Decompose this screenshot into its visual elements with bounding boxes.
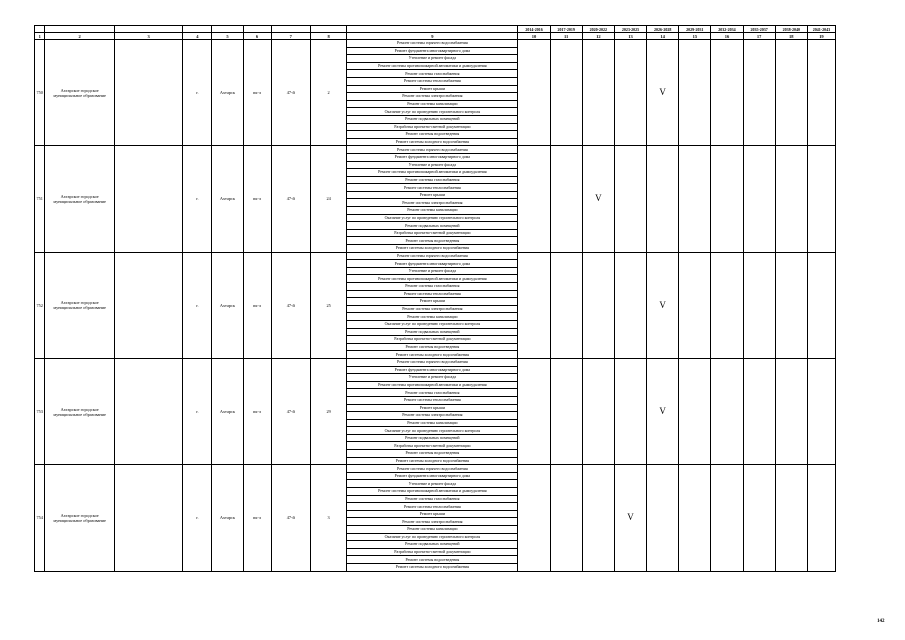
period-cell (550, 40, 582, 146)
locality-type-cell: г. (183, 146, 212, 252)
work-name: Утепление и ремонт фасада (347, 161, 518, 169)
work-name: Ремонт системы газоснабжения (347, 389, 518, 397)
house-cell: 47-й (271, 465, 310, 571)
column-number: 14 (647, 33, 679, 40)
work-name: Ремонт системы электроснабжения (347, 199, 518, 207)
period-cell (775, 465, 807, 571)
period-cell (711, 252, 743, 358)
street-cell: пк-л (243, 146, 271, 252)
locality-cell: Ахтарск (212, 252, 243, 358)
empty-cell (114, 252, 182, 358)
street-cell: пк-л (243, 465, 271, 571)
period-cell (550, 465, 582, 571)
work-name: Разработка проектно-сметной документации (347, 123, 518, 131)
work-name: Ремонт фундамента многоквартирного дома (347, 366, 518, 374)
period-cell (775, 358, 807, 464)
work-name: Ремонт системы противопожарной автоматики и дымоудаления (347, 381, 518, 389)
period-cell (743, 465, 775, 571)
locality-type-cell: г. (183, 252, 212, 358)
locality-cell: Ахтарск (212, 146, 243, 252)
work-name: Ремонт крыши (347, 85, 518, 93)
building-cell: 25 (310, 252, 346, 358)
period-cell (518, 465, 550, 571)
work-name: Ремонт системы электроснабжения (347, 305, 518, 313)
column-number: 9 (347, 33, 518, 40)
work-name: Утепление и ремонт фасада (347, 267, 518, 275)
period-cell (711, 146, 743, 252)
work-name: Ремонт системы противопожарной автоматики и дымоудаления (347, 62, 518, 70)
header-blank-cell (271, 26, 310, 33)
locality-type-cell: г. (183, 465, 212, 571)
period-cell (518, 252, 550, 358)
column-number: 6 (243, 33, 271, 40)
work-name: Оказание услуг по проведению строительного контроля (347, 427, 518, 435)
period-mark: V (647, 40, 679, 146)
period-cell (807, 358, 835, 464)
period-cell (518, 358, 550, 464)
period-cell (679, 146, 711, 252)
column-number: 1 (35, 33, 45, 40)
building-cell: 3 (310, 465, 346, 571)
column-number: 15 (679, 33, 711, 40)
header-blank-cell (212, 26, 243, 33)
period-mark: V (582, 146, 614, 252)
period-header: 2035-2037 (743, 26, 775, 33)
period-cell (743, 40, 775, 146)
column-number: 2 (45, 33, 115, 40)
capital-repair-register-table (34, 25, 836, 572)
work-name: Оказание услуг по проведению строительного контроля (347, 533, 518, 541)
period-mark: V (647, 358, 679, 464)
building-cell: 29 (310, 358, 346, 464)
column-number: 7 (271, 33, 310, 40)
work-name: Ремонт подвальных помещений (347, 541, 518, 549)
work-name: Ремонт системы горячего водоснабжения (347, 146, 518, 154)
period-cell (711, 465, 743, 571)
period-header: 2041-2043 (807, 26, 835, 33)
building-cell: 2 (310, 40, 346, 146)
empty-cell (114, 465, 182, 571)
period-header: 2017-2019 (550, 26, 582, 33)
period-cell (614, 146, 646, 252)
column-number: 3 (114, 33, 182, 40)
work-name: Разработка проектно-сметной документации (347, 336, 518, 344)
work-name: Ремонт системы горячего водоснабжения (347, 252, 518, 260)
period-cell (807, 252, 835, 358)
municipality-cell: Ахтарское городское муниципальное образование (45, 40, 115, 146)
column-number: 19 (807, 33, 835, 40)
work-name: Ремонт системы водоотведения (347, 556, 518, 564)
column-number: 18 (775, 33, 807, 40)
work-name: Ремонт системы холодного водоснабжения (347, 563, 518, 571)
period-header: 2020-2022 (582, 26, 614, 33)
work-name: Ремонт системы электроснабжения (347, 518, 518, 526)
locality-cell: Ахтарск (212, 465, 243, 571)
locality-cell: Ахтарск (212, 358, 243, 464)
work-name: Ремонт системы газоснабжения (347, 176, 518, 184)
work-name: Ремонт системы холодного водоснабжения (347, 245, 518, 253)
work-name: Ремонт системы водоотведения (347, 450, 518, 458)
work-name: Ремонт системы теплоснабжения (347, 77, 518, 85)
period-cell (582, 252, 614, 358)
work-name: Ремонт системы теплоснабжения (347, 290, 518, 298)
page-number: 142 (877, 619, 885, 624)
row-index: 754 (35, 465, 45, 571)
period-cell (550, 358, 582, 464)
work-name: Ремонт крыши (347, 191, 518, 199)
column-number: 17 (743, 33, 775, 40)
period-cell (807, 465, 835, 571)
column-number: 13 (614, 33, 646, 40)
work-name: Ремонт системы холодного водоснабжения (347, 351, 518, 359)
period-cell (775, 146, 807, 252)
work-name: Разработка проектно-сметной документации (347, 229, 518, 237)
period-cell (614, 40, 646, 146)
work-name: Ремонт подвальных помещений (347, 434, 518, 442)
column-number: 5 (212, 33, 243, 40)
header-blank-cell (45, 26, 115, 33)
work-name: Ремонт системы канализации (347, 313, 518, 321)
house-cell: 47-й (271, 146, 310, 252)
header-blank-cell (183, 26, 212, 33)
work-name: Ремонт системы горячего водоснабжения (347, 465, 518, 473)
municipality-cell: Ахтарское городское муниципальное образование (45, 252, 115, 358)
period-cell (679, 465, 711, 571)
column-number-row (35, 33, 836, 40)
period-mark: V (614, 465, 646, 571)
period-header: 2038-2040 (775, 26, 807, 33)
period-cell (807, 40, 835, 146)
work-name: Ремонт системы водоотведения (347, 237, 518, 245)
column-number: 4 (183, 33, 212, 40)
work-row (35, 40, 836, 48)
municipality-cell: Ахтарское городское муниципальное образование (45, 358, 115, 464)
work-name: Ремонт системы газоснабжения (347, 70, 518, 78)
municipality-cell: Ахтарское городское муниципальное образование (45, 146, 115, 252)
period-cell (711, 358, 743, 464)
work-name: Ремонт системы горячего водоснабжения (347, 358, 518, 366)
period-header: 2029-2031 (679, 26, 711, 33)
work-name: Оказание услуг по проведению строительного контроля (347, 320, 518, 328)
period-cell (582, 358, 614, 464)
work-row (35, 465, 836, 473)
period-header-row (35, 26, 836, 33)
work-name: Ремонт системы водоотведения (347, 131, 518, 139)
period-cell (775, 252, 807, 358)
period-cell (582, 465, 614, 571)
empty-cell (114, 358, 182, 464)
work-name: Ремонт системы канализации (347, 100, 518, 108)
period-cell (518, 40, 550, 146)
house-cell: 47-й (271, 40, 310, 146)
header-blank-cell (310, 26, 346, 33)
work-name: Утепление и ремонт фасада (347, 374, 518, 382)
work-name: Ремонт фундамента многоквартирного дома (347, 153, 518, 161)
work-name: Ремонт системы холодного водоснабжения (347, 138, 518, 146)
locality-type-cell: г. (183, 358, 212, 464)
header-blank-cell (114, 26, 182, 33)
period-cell (807, 146, 835, 252)
house-cell: 47-й (271, 358, 310, 464)
period-cell (711, 40, 743, 146)
row-index: 753 (35, 358, 45, 464)
work-name: Ремонт системы теплоснабжения (347, 396, 518, 404)
period-cell (550, 252, 582, 358)
work-name: Ремонт системы электроснабжения (347, 412, 518, 420)
work-name: Ремонт фундамента многоквартирного дома (347, 260, 518, 268)
locality-type-cell: г. (183, 40, 212, 146)
work-name: Разработка проектно-сметной документации (347, 548, 518, 556)
work-name: Утепление и ремонт фасада (347, 55, 518, 63)
street-cell: пк-л (243, 40, 271, 146)
period-header: 2032-2034 (711, 26, 743, 33)
work-name: Ремонт системы холодного водоснабжения (347, 457, 518, 465)
street-cell: пк-л (243, 252, 271, 358)
row-index: 751 (35, 146, 45, 252)
period-header: 2023-2025 (614, 26, 646, 33)
work-name: Ремонт крыши (347, 510, 518, 518)
column-number: 16 (711, 33, 743, 40)
work-row (35, 358, 836, 366)
work-name: Ремонт системы электроснабжения (347, 93, 518, 101)
column-number: 12 (582, 33, 614, 40)
period-cell (614, 358, 646, 464)
street-cell: пк-л (243, 358, 271, 464)
period-cell (775, 40, 807, 146)
period-cell (614, 252, 646, 358)
work-name: Ремонт фундамента многоквартирного дома (347, 47, 518, 55)
row-index: 750 (35, 40, 45, 146)
work-row (35, 146, 836, 154)
period-cell (518, 146, 550, 252)
work-name: Ремонт системы газоснабжения (347, 495, 518, 503)
work-name: Ремонт крыши (347, 404, 518, 412)
work-name: Ремонт подвальных помещений (347, 328, 518, 336)
work-name: Ремонт системы противопожарной автоматики и дымоудаления (347, 275, 518, 283)
period-header: 2014-2016 (518, 26, 550, 33)
period-cell (647, 465, 679, 571)
work-name: Ремонт системы противопожарной автоматики и дымоудаления (347, 488, 518, 496)
work-name: Ремонт системы теплоснабжения (347, 184, 518, 192)
work-name: Ремонт системы горячего водоснабжения (347, 40, 518, 48)
column-number: 10 (518, 33, 550, 40)
column-number: 11 (550, 33, 582, 40)
period-cell (679, 40, 711, 146)
period-cell (647, 146, 679, 252)
work-name: Утепление и ремонт фасада (347, 480, 518, 488)
work-name: Ремонт подвальных помещений (347, 115, 518, 123)
period-mark: V (647, 252, 679, 358)
period-cell (550, 146, 582, 252)
work-name: Оказание услуг по проведению строительного контроля (347, 108, 518, 116)
work-name: Ремонт системы водоотведения (347, 343, 518, 351)
work-row (35, 252, 836, 260)
period-cell (679, 358, 711, 464)
period-header: 2026-2028 (647, 26, 679, 33)
house-cell: 47-й (271, 252, 310, 358)
work-name: Ремонт крыши (347, 298, 518, 306)
work-name: Ремонт системы канализации (347, 419, 518, 427)
header-blank-cell (35, 26, 45, 33)
work-name: Ремонт системы канализации (347, 526, 518, 534)
period-cell (743, 252, 775, 358)
empty-cell (114, 40, 182, 146)
work-name: Оказание услуг по проведению строительного контроля (347, 214, 518, 222)
period-cell (743, 146, 775, 252)
header-blank-cell (243, 26, 271, 33)
empty-cell (114, 146, 182, 252)
municipality-cell: Ахтарское городское муниципальное образование (45, 465, 115, 571)
work-name: Ремонт подвальных помещений (347, 222, 518, 230)
work-name: Разработка проектно-сметной документации (347, 442, 518, 450)
column-number: 8 (310, 33, 346, 40)
work-name: Ремонт фундамента многоквартирного дома (347, 472, 518, 480)
building-cell: 24 (310, 146, 346, 252)
row-index: 752 (35, 252, 45, 358)
period-cell (582, 40, 614, 146)
header-blank-cell (347, 26, 518, 33)
work-name: Ремонт системы канализации (347, 207, 518, 215)
work-name: Ремонт системы противопожарной автоматики и дымоудаления (347, 169, 518, 177)
period-cell (743, 358, 775, 464)
locality-cell: Ахтарск (212, 40, 243, 146)
work-name: Ремонт системы теплоснабжения (347, 503, 518, 511)
period-cell (679, 252, 711, 358)
work-name: Ремонт системы газоснабжения (347, 283, 518, 291)
